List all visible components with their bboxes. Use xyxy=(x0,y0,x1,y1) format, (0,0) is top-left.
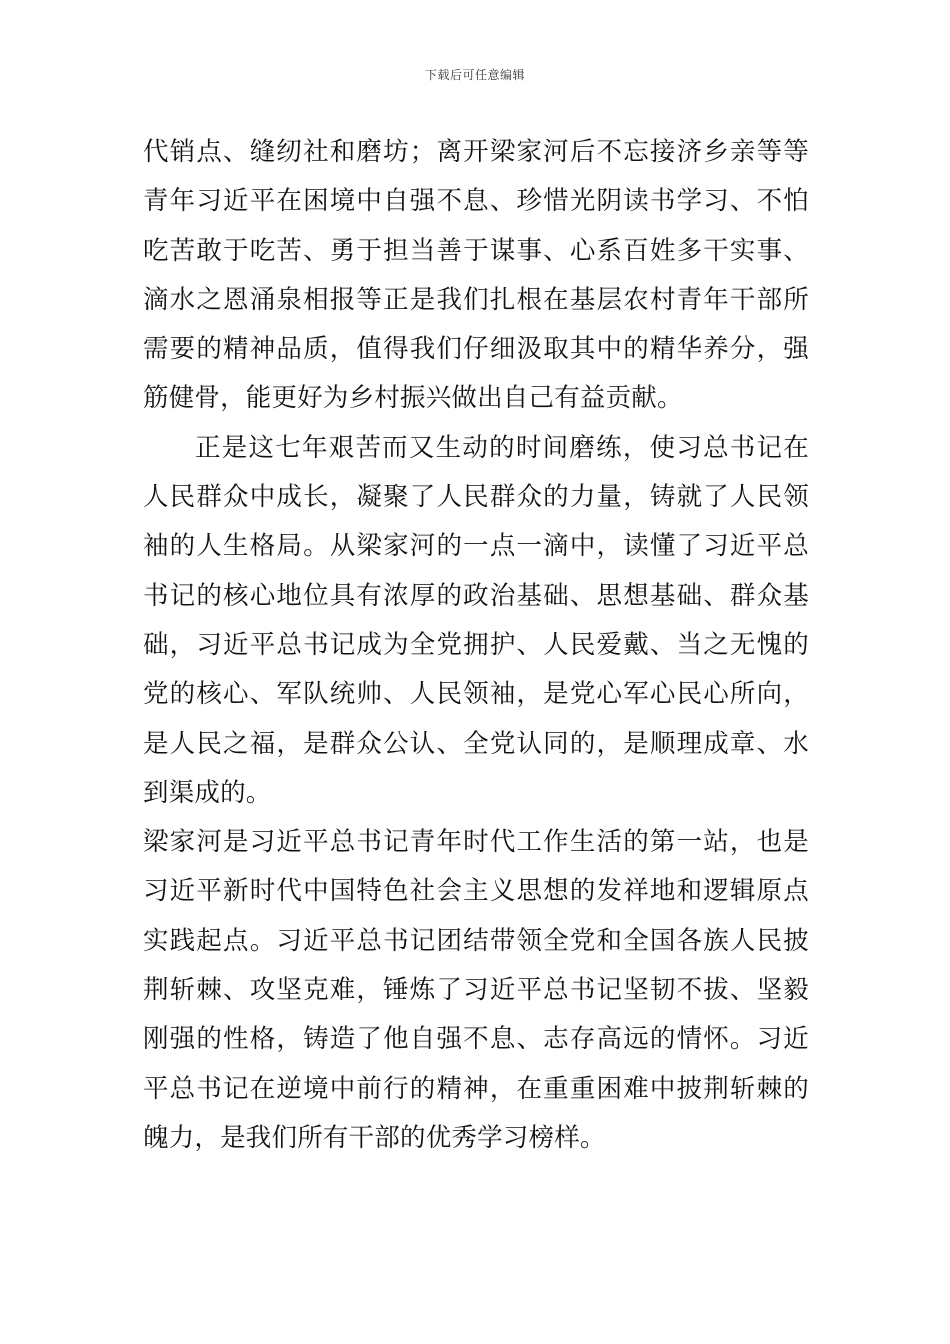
text-line: 青年习近平在困境中自强不息、珍惜光阴读书学习、不怕 xyxy=(143,186,809,217)
text-line: 人民群众中成长，凝聚了人民群众的力量，铸就了人民领 xyxy=(143,482,809,513)
text-line: 础，习近平总书记成为全党拥护、人民爱戴、当之无愧的 xyxy=(143,629,809,660)
text-line: 袖的人生格局。从梁家河的一点一滴中，读懂了习近平总 xyxy=(143,531,809,562)
paragraph-1 xyxy=(143,128,809,424)
document-body xyxy=(143,128,809,1163)
text-line: 筋健骨，能更好为乡村振兴做出自己有益贡献。 xyxy=(143,383,683,414)
text-line: 平总书记在逆境中前行的精神，在重重困难中披荆斩棘的 xyxy=(143,1073,809,1104)
text-line: 实践起点。习近平总书记团结带领全党和全国各族人民披 xyxy=(143,925,809,956)
paragraph-3 xyxy=(143,818,809,1163)
text-line: 吃苦敢于吃苦、勇于担当善于谋事、心系百姓多干实事、 xyxy=(143,235,809,266)
text-line: 代销点、缝纫社和磨坊；离开梁家河后不忘接济乡亲等等 xyxy=(143,137,809,167)
text-line: 刚强的性格，铸造了他自强不息、志存高远的情怀。习近 xyxy=(143,1024,809,1055)
text-line: 书记的核心地位具有浓厚的政治基础、思想基础、群众基 xyxy=(143,580,809,611)
text-line: 梁家河是习近平总书记青年时代工作生活的第一站，也是 xyxy=(143,827,809,858)
text-line: 魄力，是我们所有干部的优秀学习榜样。 xyxy=(143,1122,606,1153)
text-line: 正是这七年艰苦而又生动的时间磨练，使习总书记在 xyxy=(195,432,809,463)
text-line: 习近平新时代中国特色社会主义思想的发祥地和逻辑原点 xyxy=(143,876,809,907)
text-line: 需要的精神品质，值得我们仔细汲取其中的精华养分，强 xyxy=(143,334,809,365)
paragraph-2 xyxy=(143,424,809,818)
text-line: 荆斩棘、攻坚克难，锤炼了习近平总书记坚韧不拔、坚毅 xyxy=(143,975,809,1006)
text-line: 是人民之福，是群众公认、全党认同的，是顺理成章、水 xyxy=(143,728,809,759)
page-header: 下载后可任意编辑 xyxy=(424,68,525,82)
text-line: 滴水之恩涌泉相报等正是我们扎根在基层农村青年干部所 xyxy=(143,284,809,315)
text-line: 到渠成的。 xyxy=(143,777,272,808)
text-line: 党的核心、军队统帅、人民领袖，是党心军心民心所向， xyxy=(143,679,809,710)
